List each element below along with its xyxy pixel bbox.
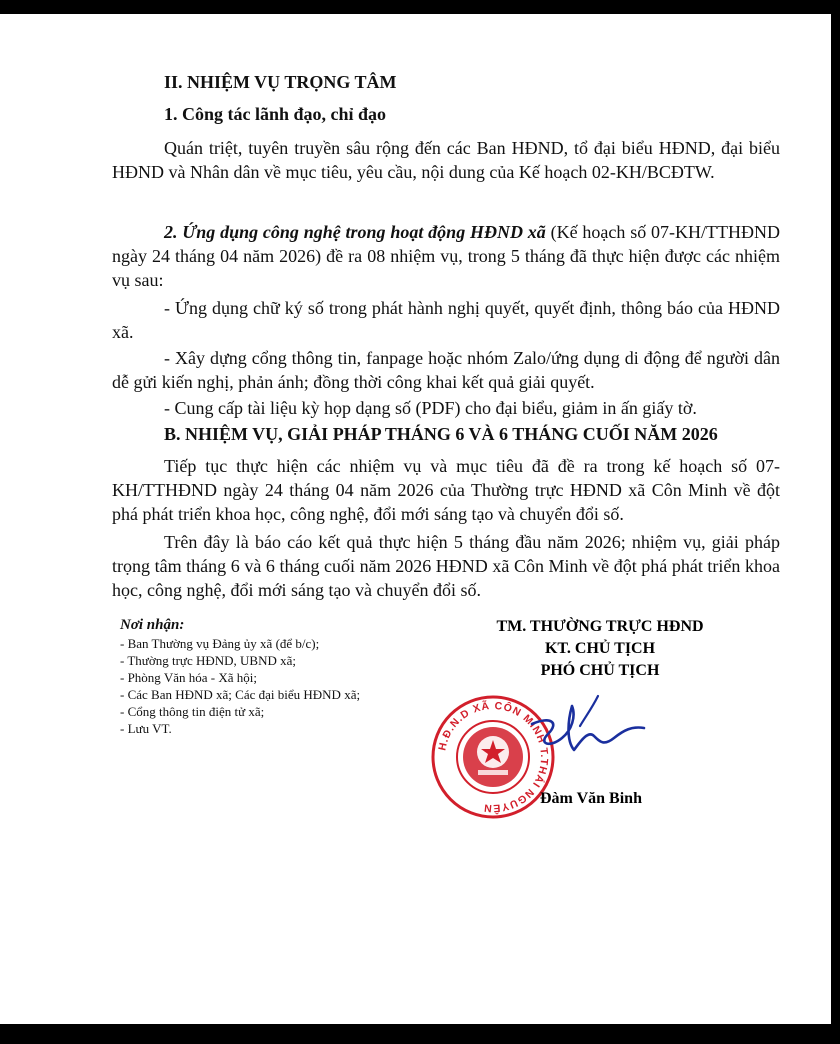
paragraph-continue <box>112 454 780 526</box>
recipients-block <box>120 617 360 737</box>
bullet-pdf <box>112 396 780 420</box>
paragraph-continue-text: Tiếp tục thực hiện các nhiệm vụ và mục tiêu đã đề ra trong kế hoạch số 07-KH/TTHĐND ngày 24 tháng 04 năm 2026 của Thường trực HĐND xã Côn Minh về đột phá phát triển khoa học, công nghệ, đổi mới sáng tạo và chuyển đổi số. <box>112 456 780 524</box>
bullet-pdf-text: - Cung cấp tài liệu kỳ họp dạng số (PDF) cho đại biểu, giảm in ấn giấy tờ. <box>164 398 697 418</box>
bullet-digital-signature <box>112 296 780 344</box>
bullet-portal <box>112 346 780 394</box>
subsection-1-heading: 1. Công tác lãnh đạo, chỉ đạo <box>164 104 387 124</box>
section-b-heading: B. NHIỆM VỤ, GIẢI PHÁP THÁNG 6 VÀ 6 THÁNG CUỐI NĂM 2026 <box>164 424 718 444</box>
handwritten-signature-icon <box>520 686 650 766</box>
recipient-item: - Thường trực HĐND, UBND xã; <box>120 653 296 668</box>
recipient-item: - Các Ban HĐND xã; Các đại biểu HĐND xã; <box>120 687 361 702</box>
seal-text: H.Đ.N.D XÃ CÔN MINH T.THÁI NGUYÊN <box>436 699 551 815</box>
signature-line-2: KT. CHỦ TỊCH <box>544 640 656 657</box>
recipient-item: - Cổng thông tin điện tử xã; <box>120 704 265 719</box>
subsection-2-text: (Kế hoạch số 07-KH/TTHĐND ngày 24 tháng 04 năm 2026) đề ra 08 nhiệm vụ, trong 5 tháng đã thực hiện được các nhiệm vụ sau: <box>112 222 780 290</box>
paragraph-technology <box>112 220 780 292</box>
signer-name: Đàm Văn Binh <box>540 790 642 807</box>
document-page <box>0 14 831 1024</box>
recipient-item: - Phòng Văn hóa - Xã hội; <box>120 670 257 685</box>
recipient-item: - Ban Thường vụ Đảng ủy xã (để b/c); <box>120 636 320 651</box>
recipient-item: - Lưu VT. <box>120 721 172 736</box>
section-ii-heading: II. NHIỆM VỤ TRỌNG TÂM <box>164 72 397 92</box>
signature-line-1: TM. THƯỜNG TRỰC HĐND <box>496 618 704 635</box>
signature-line-3: PHÓ CHỦ TỊCH <box>540 662 660 679</box>
subsection-2-heading: 2. Ứng dụng công nghệ trong hoạt động HĐND xã <box>164 222 546 242</box>
paragraph-conclusion <box>112 530 780 602</box>
paragraph-leadership <box>112 136 780 184</box>
signature-heading <box>470 616 730 682</box>
bullet-digital-signature-text: - Ứng dụng chữ ký số trong phát hành nghị quyết, quyết định, thông báo của HĐND xã. <box>112 298 780 342</box>
bullet-portal-text: - Xây dựng cổng thông tin, fanpage hoặc nhóm Zalo/ứng dụng di động để người dân dễ gửi kiến nghị, phản ánh; đồng thời công khai kết quả giải quyết. <box>112 348 780 392</box>
paragraph-conclusion-text: Trên đây là báo cáo kết quả thực hiện 5 tháng đầu năm 2026; nhiệm vụ, giải pháp trọng tâm tháng 6 và 6 tháng cuối năm 2026 HĐND xã Côn Minh về đột phá phát triển khoa học, công nghệ, đổi mới sáng tạo và chuyển đổi số. <box>112 532 780 600</box>
recipients-title: Nơi nhận: <box>120 617 185 633</box>
paragraph-leadership-text: Quán triệt, tuyên truyền sâu rộng đến các Ban HĐND, tổ đại biểu HĐND, đại biểu HĐND và Nhân dân về mục tiêu, yêu cầu, nội dung của Kế hoạch 02-KH/BCĐTW. <box>112 138 780 182</box>
